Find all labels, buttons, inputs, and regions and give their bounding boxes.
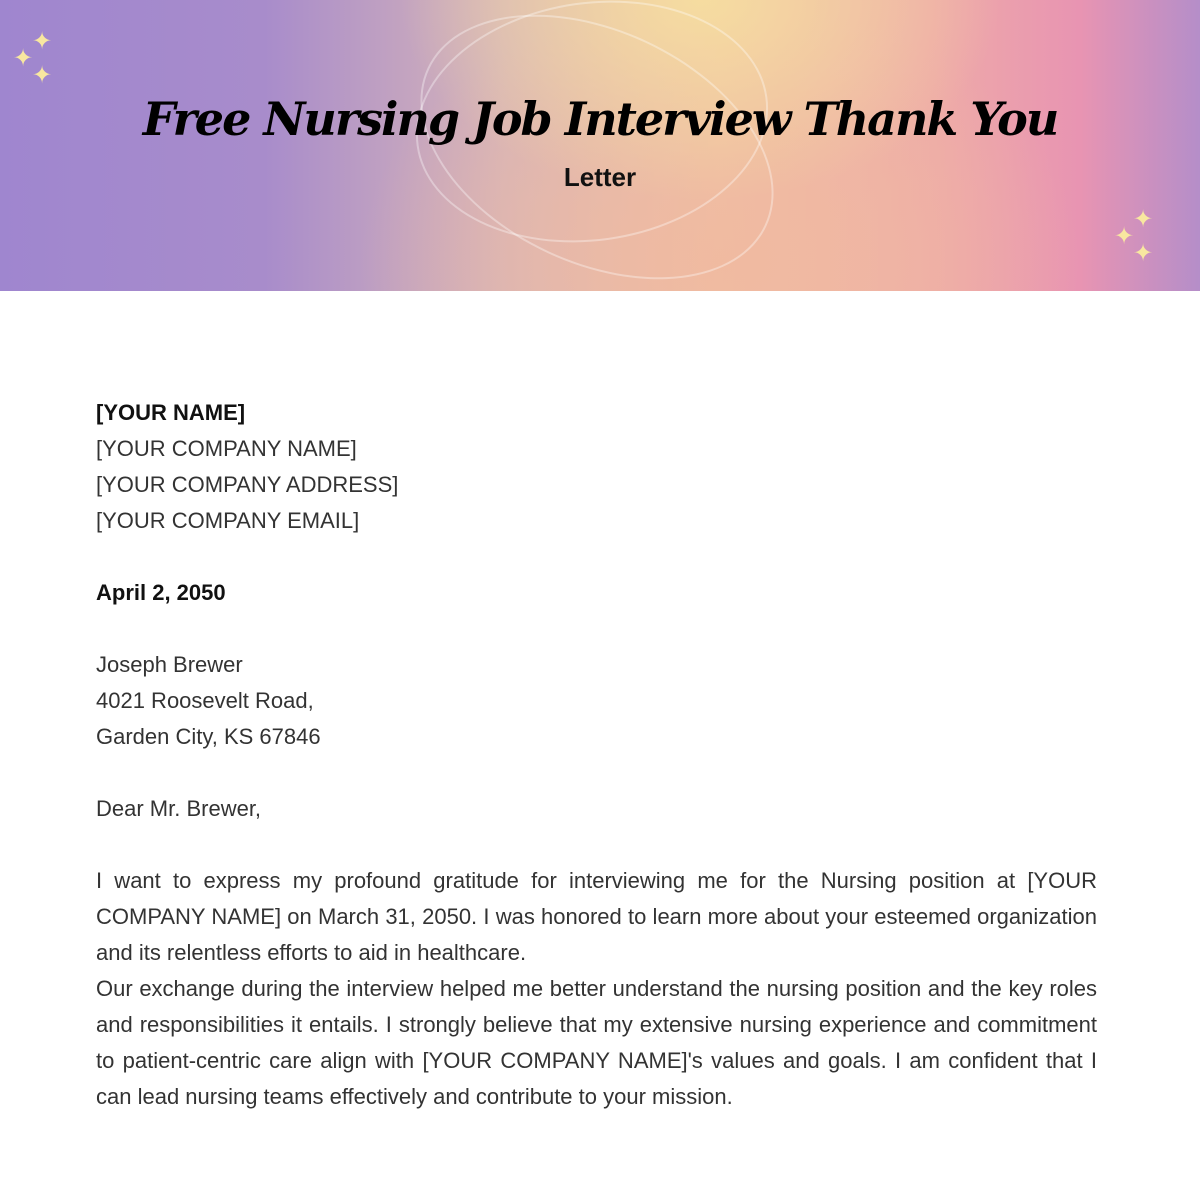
page-title: Free Nursing Job Interview Thank You [142, 92, 1058, 146]
recipient-name: Joseph Brewer [96, 652, 243, 677]
page-subtitle: Letter [563, 162, 637, 192]
sender-company: [YOUR COMPANY NAME] [96, 436, 357, 461]
sparkle-icon: ✦ [1133, 240, 1154, 267]
sparkle-icon: ✦ [32, 62, 53, 89]
sparkle-icon: ✦ [32, 28, 53, 55]
salutation: Dear Mr. Brewer, [96, 796, 262, 821]
letter-date: April 2, 2050 [96, 580, 226, 605]
header-banner [0, 0, 1200, 291]
paragraph: Our exchange during the interview helped me better understand the nursing position and the key roles and responsibilities it entails. I strongly believe that my extensive nursing experience and commitment to patient-centric care align with [YOUR COMPANY NAME]'s values and goals. I am confident that I can lead nursing teams effectively and contribute to your mission. [96, 976, 1097, 1109]
paragraph: I want to express my profound gratitude for interviewing me for the Nursing position at [YOUR COMPANY NAME] on March 31, 2050. I was honored to learn more about your esteemed organization and its relentless efforts to aid in healthcare. [96, 868, 1097, 965]
recipient-city: Garden City, KS 67846 [96, 724, 321, 749]
sender-name: [YOUR NAME] [96, 400, 246, 425]
sender-email: [YOUR COMPANY EMAIL] [96, 508, 360, 533]
recipient-street: 4021 Roosevelt Road, [96, 688, 314, 713]
sender-address: [YOUR COMPANY ADDRESS] [96, 472, 399, 497]
letter-body [96, 395, 1097, 1115]
sparkle-icon: ✦ [1114, 223, 1135, 250]
sparkle-icon: ✦ [1133, 206, 1154, 233]
sparkle-icon: ✦ [13, 45, 34, 72]
